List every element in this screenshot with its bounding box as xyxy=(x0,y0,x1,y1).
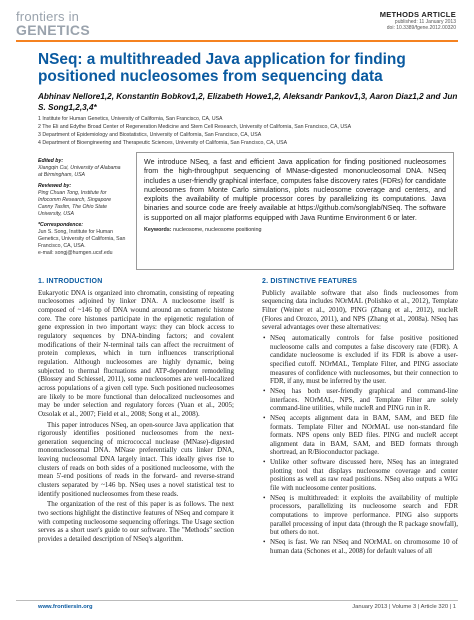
right-column xyxy=(262,278,458,556)
footer-rule xyxy=(16,600,458,601)
doi: doi: 10.3389/fgene.2012.00320 xyxy=(386,25,456,31)
left-column xyxy=(38,278,234,546)
keywords xyxy=(144,227,446,233)
features-paragraph: Publicly available software that also finds nucleosomes from sequencing data includes NOrMAL (Polishko et al., 2012), Template Filter (Weiner et al., 2010), PING (Zhang et al., 2012), nucleR (Flores and Orozco, 2011), and NPS (Zhang et al., 2008a). NSeq has several advantages over these alternatives: xyxy=(262,288,458,332)
correspondence-text: Jun S. Song, Institute for Human Genetics, University of California, San Francisco, CA, USA. xyxy=(38,229,126,249)
abstract-box xyxy=(136,152,454,270)
features-list xyxy=(262,334,458,555)
article-title: NSeq: a multithreaded Java application for finding positioned nucleosomes from sequencing data xyxy=(38,51,406,85)
reviewed-by-label: Reviewed by: xyxy=(38,183,72,190)
affiliation: 2 The Eli and Edythe Broad Center of Regeneration Medicine and Stem Cell Research, University of California, San Francisco, CA, USA xyxy=(38,124,352,130)
journal-brand-line2: GENETICS xyxy=(16,22,90,38)
reviewed-by-text: Ping Chuan Tong, Institute for Infocomm Research, Singapore Canny Taslim, The Ohio State University, USA xyxy=(38,190,111,217)
keywords-label: Keywords: xyxy=(144,227,172,234)
keywords-text: nucleosome, nucleosome positioning xyxy=(173,227,262,234)
article-type: METHODS ARTICLE xyxy=(379,10,456,19)
list-item: • NSeq automatically controls for false positive positioned nucleosome calls and computes a false discovery rate (FDR). A candidate nucleosome is excluded if its FDR is above a user-specified cutoff. NOrMAL, Template Filter, and PING associate measures of confidence with nucleosomes, but their connection to FDR, if any, must be inferred by the user. xyxy=(262,334,458,386)
intro-paragraph: Eukaryotic DNA is organized into chromatin, consisting of repeating nucleosomes adjoined by linker DNA. A nucleosome itself is composed of ~146 bp of DNA wound around an octameric histone core. The core histones participate in the epigenetic regulation of gene expression in two important ways: they can block access to regulatory sequences by DNA-binding factors; and covalent modifications of their N-terminal tails can affect the recruitment of protein complexes, which in turn influences transcriptional regulation. Although nucleosomes are highly dynamic, being subjected to thermal fluctuations and ATP-dependent remodeling (Blossey and Schiessel, 2011), some nucleosomes are well-localized across populations of a given cell type. Such positioned nucleosomes are likely to be more functional than delocalized nucleosomes and may be under selection and regulatory forces (Yuan et al., 2005; Ozsolak et al., 2007; Field et al., 2008; Song et al., 2008). xyxy=(38,288,234,418)
section-heading-features: 2. DISTINCTIVE FEATURES xyxy=(262,278,358,285)
article-info xyxy=(380,10,456,31)
citation-info: January 2013 | Volume 3 | Article 320 | 1 xyxy=(352,604,456,610)
affiliations xyxy=(38,115,458,147)
edited-by-label: Edited by: xyxy=(38,158,64,164)
list-item: • NSeq accepts alignment data in BAM, SAM, and BED file formats. Template Filter and NOrMAL use non-standard file formats. NPS opens only BED files. PING and nucleR accept alignment data in BAM, SAM, and BED formats through shortread, an R/Bioconductor package. xyxy=(262,414,458,457)
intro-paragraph: The organization of the rest of this paper is as follows. The next two sections highlight the distinctive features of NSeq and compare it with competing nucleosome sequencing offerings. The Usage section serves as a short user's guide to our software. The "Methods" section provides a detailed description of NSeq's algorithm. xyxy=(38,500,234,544)
affiliation: 4 Department of Bioengineering and Therapeutic Sciences, University of California, San Francisco, CA, USA xyxy=(38,140,288,146)
abstract-text: We introduce NSeq, a fast and efficient Java application for finding positioned nucleosomes from the high-throughput sequencing of MNase-digested mononucleosomal DNA. NSeq includes a user-friendly graphical interface, computes false discovery rates (FDRs) for candidate nucleosomes from Monte Carlo simulations, plots nucleosome coverage and centers, and exploits the availability of multiple processor cores by parallelizing its computations. Java binaries and source code are freely available at https://github.com/songlab/NSeq. The software is supported on all major platforms equipped with Java Runtime Environment 6 or later. xyxy=(144,158,447,222)
author-list: Abhinav Nellore1,2, Konstantin Bobkov1,2, Elizabeth Howe1,2, Aleksandr Pankov1,3, Aaron Diaz1,2 and Jun S. Song1,2,3,4* xyxy=(38,92,458,112)
list-item: • Unlike other software discussed here, NSeq has an integrated plotting tool that displays nucleosome coverage and center positions as well as raw read positions. NSeq also outputs a WIG file with nucleosome center positions. xyxy=(262,458,458,493)
published-date: published: 11 January 2013 xyxy=(394,19,456,25)
journal-brand-line1: frontiers in xyxy=(16,9,80,24)
intro-paragraph: This paper introduces NSeq, an open-source Java application that rigorously identifies positioned nucleosomes from the next-generation sequencing of micrococcal nuclease (MNase)-digested mononucleosomal DNA. MNase preferentially cuts linker DNA, leaving nucleosomal DNA largely intact. This ideally gives rise to clusters of reads on both sides of a positioned nucleosome, with the mean 5'-end positions of reads in the forward- and reverse-strand clusters separated by ~146 bp. NSeq uses a novel statistical test to identify positioned nucleosomes from these reads. xyxy=(38,420,234,498)
editorial-sidebar xyxy=(38,158,126,261)
journal-logo xyxy=(16,10,90,37)
affiliation: 3 Department of Epidemiology and Biostatistics, University of California, San Francisco, CA, USA xyxy=(38,132,262,138)
journal-website[interactable]: www.frontiersin.org xyxy=(38,604,93,610)
list-item: • NSeq is fast. We ran NSeq and NOrMAL on chromosome 10 of human data (Schones et al., 2008) for default values of all xyxy=(262,538,458,555)
list-item: • NSeq is multithreaded: it exploits the availability of multiple processors, parallelizing its nucleosome search and FDR computations to improve performance. PING also supports parallel processing of input data (through the R package snowfall), but others do not. xyxy=(262,494,458,537)
correspondence-email[interactable]: e-mail: songj@humgen.ucsf.edu xyxy=(38,249,113,256)
correspondence-label: *Correspondence: xyxy=(38,222,83,229)
edited-by-text: Xiangqin Cui, University of Alabama at Birmingham, USA xyxy=(38,164,121,178)
affiliation: 1 Institute for Human Genetics, University of California, San Francisco, CA, USA xyxy=(38,116,223,122)
section-heading-introduction: 1. INTRODUCTION xyxy=(38,278,103,285)
header-rule xyxy=(16,40,458,42)
list-item: • NSeq has both user-friendly graphical and command-line interfaces. NOrMAL, NPS, and Template Filter are solely command-line utilities, while nucleR and PING run in R. xyxy=(262,387,458,413)
